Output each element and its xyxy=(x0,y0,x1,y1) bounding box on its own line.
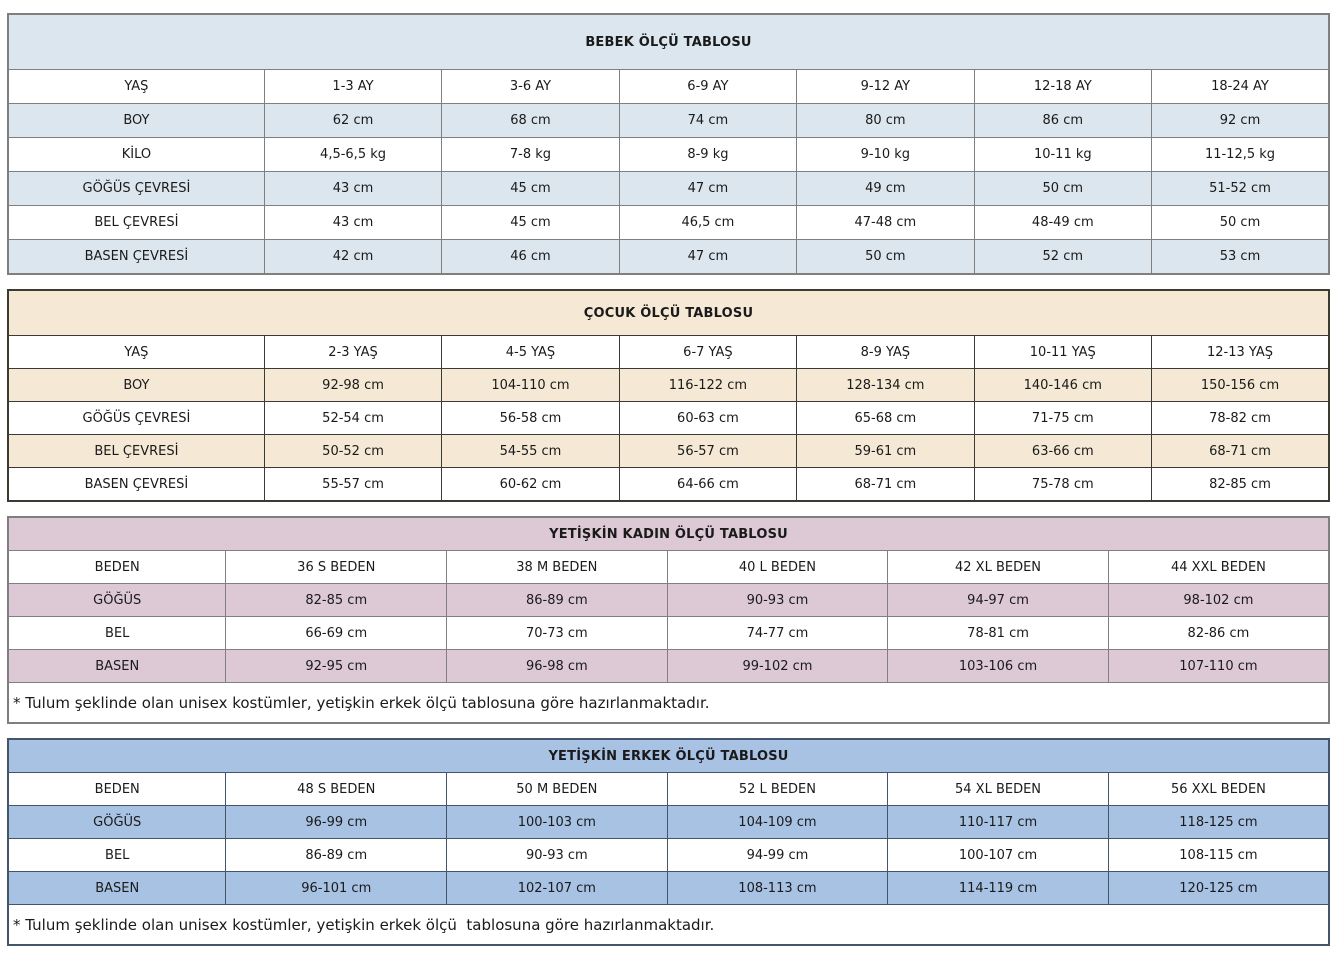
size-value-cell: 75-78 cm xyxy=(974,468,1151,502)
table-row-cocuk-0 xyxy=(8,336,1329,369)
row-label: YAŞ xyxy=(8,70,264,104)
row-label: KİLO xyxy=(8,138,264,172)
size-value-cell: 74-77 cm xyxy=(667,617,888,650)
size-value-cell: 50 cm xyxy=(974,172,1151,206)
size-value-cell: 118-125 cm xyxy=(1108,806,1329,839)
size-value-cell: 68-71 cm xyxy=(797,468,974,502)
size-value-cell: 3-6 AY xyxy=(442,70,619,104)
size-value-cell: 86-89 cm xyxy=(226,839,447,872)
row-label: BASEN ÇEVRESİ xyxy=(8,468,264,502)
table-title: ÇOCUK ÖLÇÜ TABLOSU xyxy=(8,290,1329,336)
size-value-cell: 51-52 cm xyxy=(1152,172,1330,206)
size-value-cell: 102-107 cm xyxy=(447,872,668,905)
size-value-cell: 86 cm xyxy=(974,104,1151,138)
row-label: BEL ÇEVRESİ xyxy=(8,206,264,240)
size-value-cell: 54 XL BEDEN xyxy=(888,773,1109,806)
size-value-cell: 8-9 kg xyxy=(619,138,796,172)
row-label: YAŞ xyxy=(8,336,264,369)
row-label: GÖĞÜS xyxy=(8,584,226,617)
size-value-cell: 107-110 cm xyxy=(1108,650,1329,683)
size-value-cell: 8-9 YAŞ xyxy=(797,336,974,369)
size-table-yetiskin-kadin xyxy=(7,516,1330,724)
row-label: BEDEN xyxy=(8,773,226,806)
size-value-cell: 7-8 kg xyxy=(442,138,619,172)
size-value-cell: 52-54 cm xyxy=(264,402,441,435)
table-row-yetiskin-kadin-3 xyxy=(8,650,1329,683)
size-value-cell: 96-101 cm xyxy=(226,872,447,905)
size-value-cell: 6-7 YAŞ xyxy=(619,336,796,369)
size-value-cell: 82-85 cm xyxy=(1152,468,1330,502)
size-value-cell: 50 M BEDEN xyxy=(447,773,668,806)
size-value-cell: 60-62 cm xyxy=(442,468,619,502)
table-row-yetiskin-kadin-2 xyxy=(8,617,1329,650)
row-label: GÖĞÜS ÇEVRESİ xyxy=(8,172,264,206)
size-value-cell: 100-103 cm xyxy=(447,806,668,839)
row-label: BASEN xyxy=(8,650,226,683)
size-value-cell: 43 cm xyxy=(264,172,441,206)
table-row-cocuk-4 xyxy=(8,468,1329,502)
row-label: BEDEN xyxy=(8,551,226,584)
size-value-cell: 9-12 AY xyxy=(797,70,974,104)
size-value-cell: 47 cm xyxy=(619,240,796,275)
size-value-cell: 70-73 cm xyxy=(447,617,668,650)
table-row-bebek-4 xyxy=(8,206,1329,240)
size-value-cell: 44 XXL BEDEN xyxy=(1108,551,1329,584)
size-value-cell: 40 L BEDEN xyxy=(667,551,888,584)
row-label: GÖĞÜS ÇEVRESİ xyxy=(8,402,264,435)
size-value-cell: 104-109 cm xyxy=(667,806,888,839)
row-label: BASEN ÇEVRESİ xyxy=(8,240,264,275)
size-value-cell: 104-110 cm xyxy=(442,369,619,402)
size-value-cell: 12-13 YAŞ xyxy=(1152,336,1330,369)
size-value-cell: 46 cm xyxy=(442,240,619,275)
size-value-cell: 94-97 cm xyxy=(888,584,1109,617)
size-value-cell: 52 cm xyxy=(974,240,1151,275)
table-title-row xyxy=(8,14,1329,70)
size-value-cell: 74 cm xyxy=(619,104,796,138)
size-value-cell: 94-99 cm xyxy=(667,839,888,872)
size-value-cell: 108-113 cm xyxy=(667,872,888,905)
row-label: BEL xyxy=(8,617,226,650)
size-value-cell: 50 cm xyxy=(797,240,974,275)
size-value-cell: 78-82 cm xyxy=(1152,402,1330,435)
size-value-cell: 45 cm xyxy=(442,172,619,206)
size-value-cell: 54-55 cm xyxy=(442,435,619,468)
size-value-cell: 140-146 cm xyxy=(974,369,1151,402)
size-value-cell: 4-5 YAŞ xyxy=(442,336,619,369)
table-row-bebek-1 xyxy=(8,104,1329,138)
size-value-cell: 45 cm xyxy=(442,206,619,240)
size-value-cell: 78-81 cm xyxy=(888,617,1109,650)
size-value-cell: 10-11 YAŞ xyxy=(974,336,1151,369)
size-value-cell: 42 cm xyxy=(264,240,441,275)
size-value-cell: 12-18 AY xyxy=(974,70,1151,104)
size-value-cell: 68 cm xyxy=(442,104,619,138)
size-value-cell: 103-106 cm xyxy=(888,650,1109,683)
size-value-cell: 80 cm xyxy=(797,104,974,138)
size-value-cell: 90-93 cm xyxy=(667,584,888,617)
size-value-cell: 4,5-6,5 kg xyxy=(264,138,441,172)
size-value-cell: 48-49 cm xyxy=(974,206,1151,240)
size-value-cell: 36 S BEDEN xyxy=(226,551,447,584)
table-row-yetiskin-erkek-3 xyxy=(8,872,1329,905)
size-value-cell: 60-63 cm xyxy=(619,402,796,435)
size-value-cell: 63-66 cm xyxy=(974,435,1151,468)
size-table-cocuk xyxy=(7,289,1330,502)
size-value-cell: 65-68 cm xyxy=(797,402,974,435)
size-value-cell: 120-125 cm xyxy=(1108,872,1329,905)
size-value-cell: 43 cm xyxy=(264,206,441,240)
table-row-bebek-2 xyxy=(8,138,1329,172)
table-row-bebek-5 xyxy=(8,240,1329,275)
row-label: BOY xyxy=(8,369,264,402)
size-value-cell: 64-66 cm xyxy=(619,468,796,502)
size-value-cell: 47-48 cm xyxy=(797,206,974,240)
table-row-bebek-3 xyxy=(8,172,1329,206)
size-value-cell: 50-52 cm xyxy=(264,435,441,468)
size-value-cell: 82-85 cm xyxy=(226,584,447,617)
size-value-cell: 10-11 kg xyxy=(974,138,1151,172)
table-title-row xyxy=(8,290,1329,336)
table-row-yetiskin-kadin-1 xyxy=(8,584,1329,617)
footnote-row xyxy=(8,683,1329,724)
size-value-cell: 53 cm xyxy=(1152,240,1330,275)
size-value-cell: 116-122 cm xyxy=(619,369,796,402)
size-value-cell: 9-10 kg xyxy=(797,138,974,172)
size-value-cell: 68-71 cm xyxy=(1152,435,1330,468)
size-value-cell: 71-75 cm xyxy=(974,402,1151,435)
size-value-cell: 108-115 cm xyxy=(1108,839,1329,872)
table-row-bebek-0 xyxy=(8,70,1329,104)
size-value-cell: 92-98 cm xyxy=(264,369,441,402)
table-row-cocuk-2 xyxy=(8,402,1329,435)
table-title: BEBEK ÖLÇÜ TABLOSU xyxy=(8,14,1329,70)
table-title-row xyxy=(8,739,1329,773)
row-label: BOY xyxy=(8,104,264,138)
table-title: YETİŞKİN KADIN ÖLÇÜ TABLOSU xyxy=(8,517,1329,551)
table-title: YETİŞKİN ERKEK ÖLÇÜ TABLOSU xyxy=(8,739,1329,773)
table-row-yetiskin-erkek-2 xyxy=(8,839,1329,872)
size-value-cell: 48 S BEDEN xyxy=(226,773,447,806)
size-value-cell: 56-57 cm xyxy=(619,435,796,468)
size-value-cell: 38 M BEDEN xyxy=(447,551,668,584)
size-value-cell: 52 L BEDEN xyxy=(667,773,888,806)
size-value-cell: 110-117 cm xyxy=(888,806,1109,839)
size-value-cell: 150-156 cm xyxy=(1152,369,1330,402)
size-value-cell: 62 cm xyxy=(264,104,441,138)
size-value-cell: 6-9 AY xyxy=(619,70,796,104)
size-table-yetiskin-erkek xyxy=(7,738,1330,946)
size-value-cell: 1-3 AY xyxy=(264,70,441,104)
size-value-cell: 90-93 cm xyxy=(447,839,668,872)
size-value-cell: 128-134 cm xyxy=(797,369,974,402)
size-value-cell: 99-102 cm xyxy=(667,650,888,683)
table-title-row xyxy=(8,517,1329,551)
size-value-cell: 46,5 cm xyxy=(619,206,796,240)
size-value-cell: 86-89 cm xyxy=(447,584,668,617)
size-value-cell: 100-107 cm xyxy=(888,839,1109,872)
size-value-cell: 49 cm xyxy=(797,172,974,206)
footnote-note: * Tulum şeklinde olan unisex kostümler, yetişkin erkek ölçü tablosuna göre hazırlanmaktadır. xyxy=(8,683,1329,724)
row-label: BEL ÇEVRESİ xyxy=(8,435,264,468)
size-value-cell: 82-86 cm xyxy=(1108,617,1329,650)
size-value-cell: 66-69 cm xyxy=(226,617,447,650)
table-row-cocuk-1 xyxy=(8,369,1329,402)
size-value-cell: 55-57 cm xyxy=(264,468,441,502)
size-value-cell: 59-61 cm xyxy=(797,435,974,468)
size-value-cell: 96-98 cm xyxy=(447,650,668,683)
table-row-yetiskin-erkek-1 xyxy=(8,806,1329,839)
footnote-row xyxy=(8,905,1329,946)
table-row-yetiskin-kadin-0 xyxy=(8,551,1329,584)
size-value-cell: 56 XXL BEDEN xyxy=(1108,773,1329,806)
size-value-cell: 50 cm xyxy=(1152,206,1330,240)
table-row-cocuk-3 xyxy=(8,435,1329,468)
size-value-cell: 18-24 AY xyxy=(1152,70,1330,104)
size-table-bebek xyxy=(7,13,1330,275)
size-value-cell: 92 cm xyxy=(1152,104,1330,138)
footnote-note: * Tulum şeklinde olan unisex kostümler, yetişkin erkek ölçü tablosuna göre hazırlanmaktadır. xyxy=(8,905,1329,946)
size-value-cell: 114-119 cm xyxy=(888,872,1109,905)
row-label: BEL xyxy=(8,839,226,872)
table-row-yetiskin-erkek-0 xyxy=(8,773,1329,806)
size-value-cell: 92-95 cm xyxy=(226,650,447,683)
size-value-cell: 98-102 cm xyxy=(1108,584,1329,617)
row-label: BASEN xyxy=(8,872,226,905)
row-label: GÖĞÜS xyxy=(8,806,226,839)
size-value-cell: 56-58 cm xyxy=(442,402,619,435)
size-value-cell: 47 cm xyxy=(619,172,796,206)
size-value-cell: 11-12,5 kg xyxy=(1152,138,1330,172)
size-value-cell: 42 XL BEDEN xyxy=(888,551,1109,584)
size-value-cell: 2-3 YAŞ xyxy=(264,336,441,369)
size-value-cell: 96-99 cm xyxy=(226,806,447,839)
